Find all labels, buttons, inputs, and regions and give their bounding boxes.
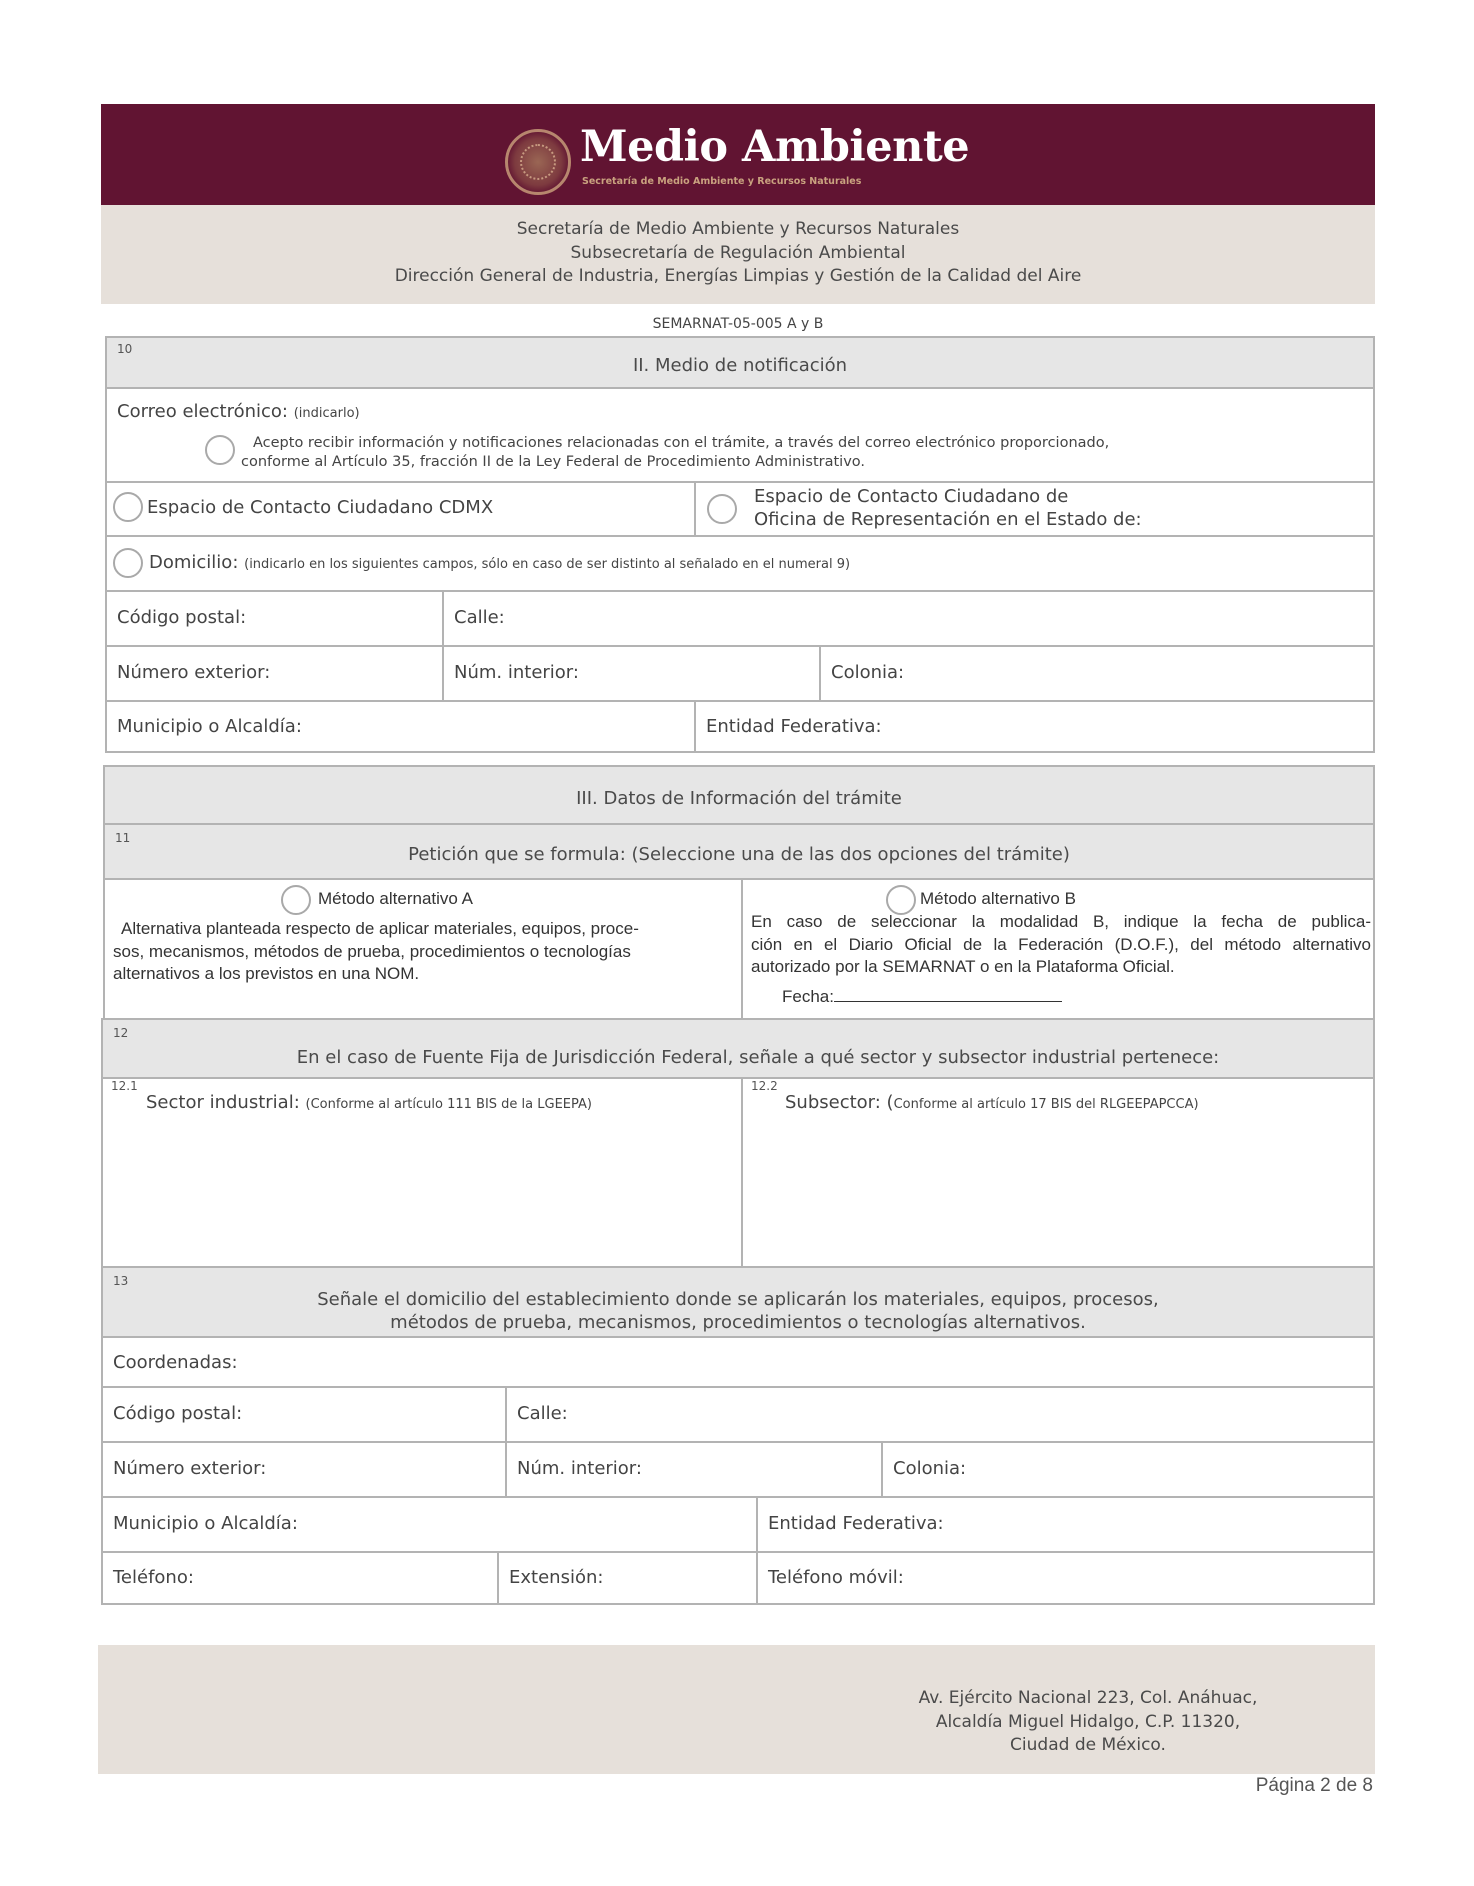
int-number-field[interactable]: Núm. interior: [454, 662, 579, 683]
extension-cell [497, 1553, 758, 1603]
state-cell [694, 702, 1373, 751]
section-header [105, 767, 1373, 823]
section-title: II. Medio de notificación [632, 355, 848, 376]
contact-options-row [107, 481, 1373, 535]
establishment-address-section [101, 1266, 1375, 1605]
sector-label: Sector industrial: [146, 1092, 300, 1113]
street-field[interactable]: Calle: [454, 607, 505, 628]
state-field[interactable]: Entidad Federativa: [706, 716, 882, 737]
domicilio-hint: (indicarlo en los siguientes campos, sólo en caso de ser distinto al señalado en el numeral 9) [244, 557, 851, 572]
mobile-field[interactable]: Teléfono móvil: [768, 1567, 904, 1588]
email-label: Correo electrónico: [117, 401, 288, 422]
domicilio-label-group [149, 552, 850, 573]
brand-title: Medio Ambiente [580, 122, 970, 172]
date-field-group [782, 984, 1062, 1007]
ext-number-field[interactable]: Número exterior: [113, 1458, 267, 1479]
email-label-group [117, 401, 360, 422]
mobile-cell [756, 1553, 1373, 1603]
section-header [103, 1020, 1373, 1077]
coordinates-field[interactable]: Coordenadas: [113, 1352, 238, 1373]
section-title: Señale el domicilio del establecimiento donde se aplicarán los materiales, equipos, procesos, métodos de prueba, mecanismos, procedimientos o tecnologías alternativos. [317, 1289, 1159, 1333]
colony-cell [819, 647, 1373, 700]
int-number-cell [442, 647, 821, 700]
section-header [103, 1268, 1373, 1336]
method-b-label: Método alternativo B [920, 889, 1076, 908]
subsector-label: Subsector: ( [785, 1092, 894, 1113]
email-consent-radio[interactable] [205, 435, 235, 465]
extension-field[interactable]: Extensión: [509, 1567, 604, 1588]
footer-address: Av. Ejército Nacional 223, Col. Anáhuac, Alcaldía Miguel Hidalgo, C.P. 11320, Ciudad de México. [918, 1688, 1258, 1755]
state-cell [756, 1498, 1373, 1551]
municipality-state-row [107, 700, 1373, 751]
institution-line: Secretaría de Medio Ambiente y Recursos Naturales [516, 219, 960, 239]
state-option-radio[interactable] [707, 494, 737, 524]
institution-block [101, 205, 1375, 304]
domicilio-label: Domicilio: [149, 552, 239, 573]
domicilio-radio[interactable] [113, 548, 143, 578]
cdmx-option-label: Espacio de Contacto Ciudadano CDMX [147, 497, 494, 518]
ext-number-field[interactable]: Número exterior: [117, 662, 271, 683]
petition-header [105, 823, 1373, 878]
colony-cell [881, 1443, 1373, 1496]
phone-row [103, 1551, 1373, 1603]
municipality-field[interactable]: Municipio o Alcaldía: [113, 1513, 298, 1534]
footer [98, 1645, 1375, 1774]
colony-field[interactable]: Colonia: [831, 662, 905, 683]
methods-row [105, 878, 1373, 1018]
postal-code-field[interactable]: Código postal: [117, 607, 247, 628]
section-title: En el caso de Fuente Fija de Jurisdicción Federal, señale a qué sector y subsector industrial pertenece: [296, 1047, 1220, 1068]
method-a-label: Método alternativo A [318, 889, 473, 908]
cdmx-option-radio[interactable] [113, 492, 143, 522]
petition-title: Petición que se formula: (Seleccione una de las dos opciones del trámite) [408, 844, 1070, 865]
notification-section [105, 336, 1375, 753]
subsector-cell [741, 1079, 1373, 1266]
sector-row [103, 1077, 1373, 1266]
municipality-state-row [103, 1496, 1373, 1551]
section-number: 10 [117, 342, 133, 356]
postal-street-row [103, 1386, 1373, 1441]
section-header [107, 338, 1373, 388]
procedure-data-section [103, 765, 1375, 1020]
street-cell [505, 1388, 1373, 1441]
postal-street-row [107, 590, 1373, 645]
sector-number: 12.1 [111, 1079, 138, 1093]
section-number: 12 [113, 1026, 129, 1040]
colony-field[interactable]: Colonia: [893, 1458, 967, 1479]
subsector-field[interactable] [785, 1092, 1199, 1113]
section-number: 13 [113, 1274, 129, 1288]
numbers-colony-row [107, 645, 1373, 700]
email-consent-text: Acepto recibir información y notificaciones relacionadas con el trámite, a través del correo electrónico proporcionado, conforme al Artículo 35, fracción II de la Ley Federal de Procedimiento Administrativo. [241, 435, 1110, 470]
phone-field[interactable]: Teléfono: [113, 1567, 194, 1588]
section-title: III. Datos de Información del trámite [576, 788, 902, 809]
int-number-field[interactable]: Núm. interior: [517, 1458, 642, 1479]
coordinates-row [103, 1336, 1373, 1386]
sector-hint: (Conforme al artículo 111 BIS de la LGEEPA) [305, 1097, 592, 1112]
state-option-cell [694, 483, 1373, 535]
page-number: Página 2 de 8 [1255, 1775, 1373, 1796]
institution-line: Subsecretaría de Regulación Ambiental [570, 242, 906, 263]
method-a-radio[interactable] [281, 885, 311, 915]
email-hint: (indicarlo) [293, 406, 360, 421]
date-input[interactable] [834, 984, 1062, 1002]
int-number-cell [505, 1443, 883, 1496]
street-cell [442, 592, 1373, 645]
domicilio-row [107, 535, 1373, 590]
form-code: SEMARNAT-05-005 A y B [652, 316, 824, 332]
method-b-description: En caso de seleccionar la modalidad B, indique la fecha de publica- ción en el Diario Oficial de la Federación (D.O.F.), del método alternativo autorizado por la SEMARNAT o en la Plataforma Oficial. [751, 912, 1371, 976]
sector-section [101, 1018, 1375, 1268]
municipality-field[interactable]: Municipio o Alcaldía: [117, 716, 302, 737]
state-field[interactable]: Entidad Federativa: [768, 1513, 944, 1534]
subsector-hint: Conforme al artículo 17 BIS del RLGEEPAPCCA) [893, 1097, 1199, 1112]
method-b-cell [741, 880, 1373, 1018]
petition-number: 11 [115, 831, 131, 845]
coat-of-arms-seal-icon [505, 129, 571, 195]
subsector-number: 12.2 [751, 1079, 778, 1093]
numbers-colony-row [103, 1441, 1373, 1496]
date-label: Fecha: [782, 987, 834, 1006]
method-a-description: Alternativa planteada respecto de aplicar materiales, equipos, proce- sos, mecanismos, métodos de prueba, procedimientos o tecnologías alternativos a los previstos en una NOM. [113, 919, 639, 983]
state-option-label: Espacio de Contacto Ciudadano de Oficina de Representación en el Estado de: [754, 486, 1142, 530]
brand-subtitle: Secretaría de Medio Ambiente y Recursos Naturales [582, 176, 862, 187]
sector-field[interactable] [146, 1092, 592, 1113]
postal-code-field[interactable]: Código postal: [113, 1403, 243, 1424]
email-row [107, 387, 1373, 481]
street-field[interactable]: Calle: [517, 1403, 568, 1424]
institution-line: Dirección General de Industria, Energías Limpias y Gestión de la Calidad del Aire [394, 266, 1082, 286]
